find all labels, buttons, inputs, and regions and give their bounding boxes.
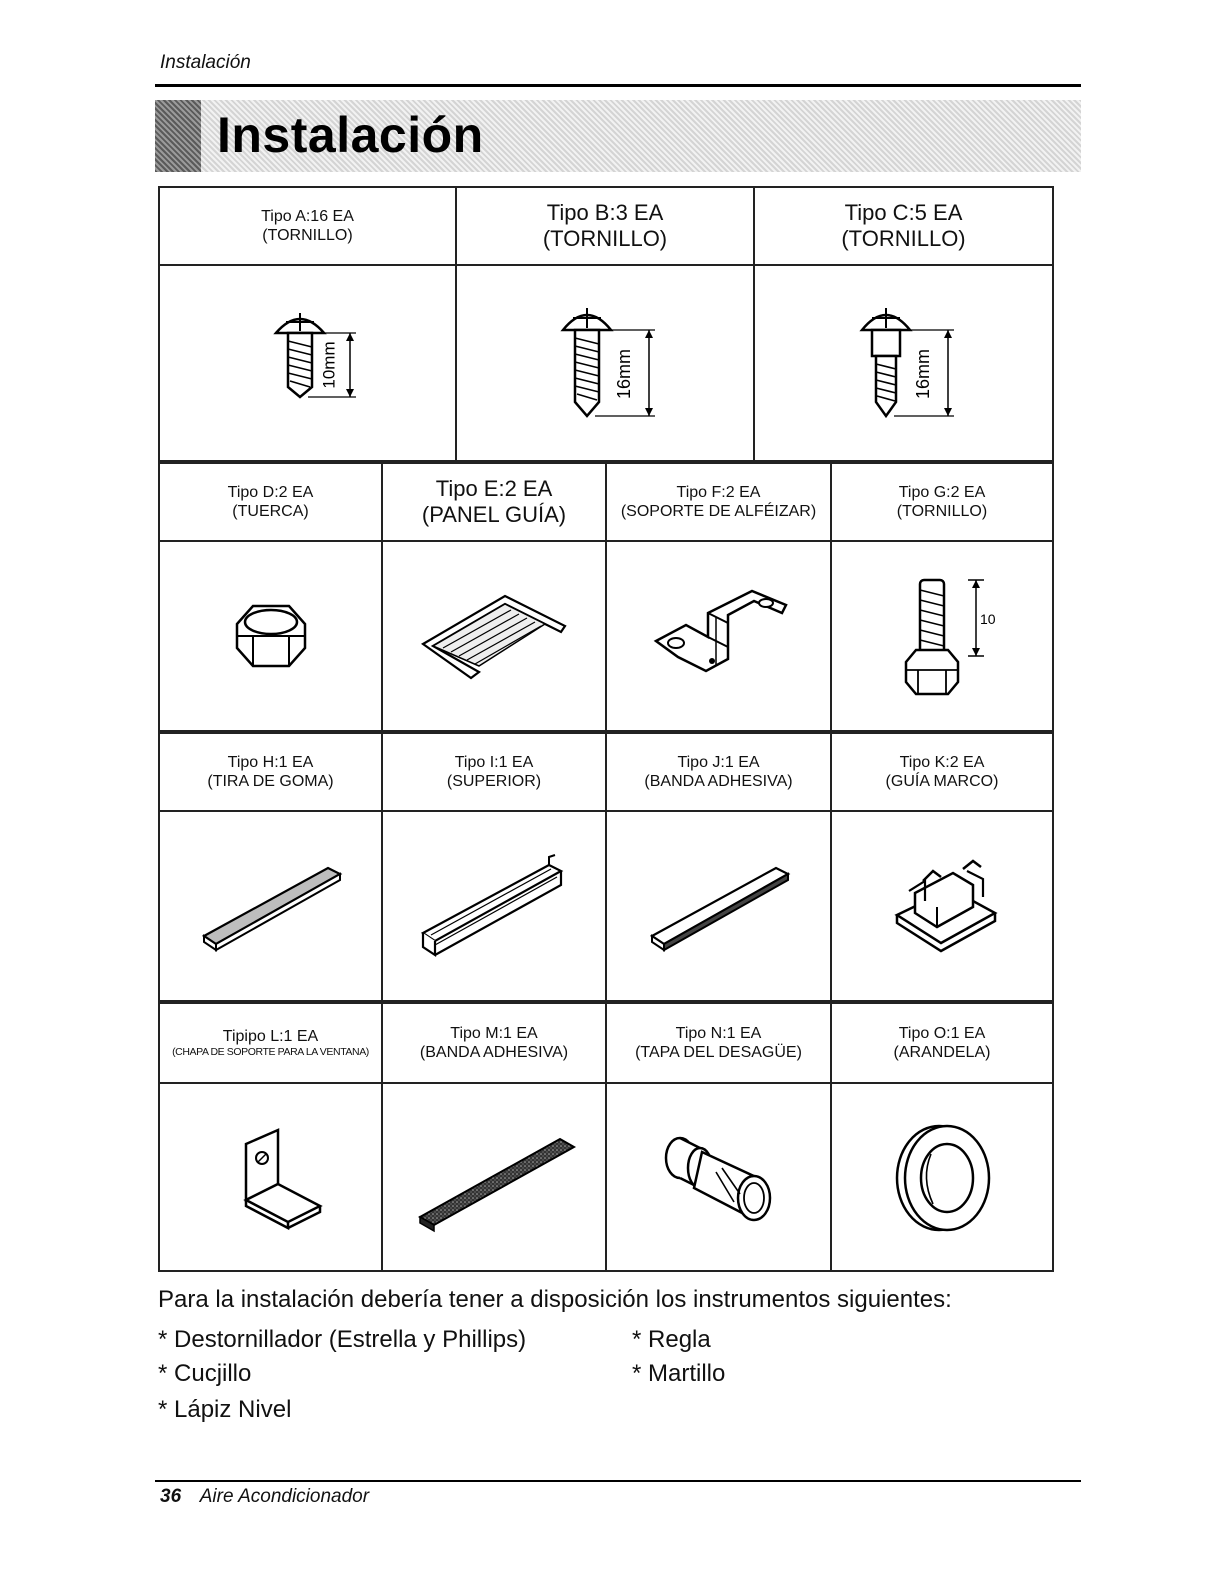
part-g-image [832,542,1052,730]
part-h-image [160,812,383,1000]
part-name: Tipo M:1 EA [450,1024,538,1042]
part-desc: (PANEL GUÍA) [421,502,567,527]
part-h-label [160,734,383,810]
part-desc: (TORNILLO) [841,226,966,251]
hex-bolt-icon [872,566,1012,706]
part-j-label [607,734,832,810]
part-g-label [832,464,1052,540]
tool-item: * Lápiz Nivel [158,1396,292,1423]
part-e-image [383,542,607,730]
part-m-image [383,1084,607,1270]
part-desc: (SUPERIOR) [446,773,542,790]
running-header: Instalación [160,52,251,73]
part-f-label [607,464,832,540]
part-e-label [383,464,607,540]
part-name: Tipo E:2 EA [435,475,553,501]
dimension-label: 10 [980,611,996,627]
part-i-image [383,812,607,1000]
part-a-image [160,266,457,460]
part-o-image [832,1084,1052,1270]
footer-rule [155,1480,1081,1482]
part-l-label [160,1004,383,1082]
sill-bracket-icon [634,581,804,691]
part-desc: (TIRA DE GOMA) [207,773,334,790]
part-d-image [160,542,383,730]
part-name: Tipo C:5 EA [844,199,963,225]
part-name: Tipo D:2 EA [227,483,314,501]
part-name: Tipo J:1 EA [677,753,760,771]
part-b-label [457,188,755,264]
footer-title: Aire Acondicionador [199,1486,370,1507]
part-name: Tipo G:2 EA [898,483,986,501]
frame-guide-icon [867,851,1017,961]
guide-panel-icon [409,586,579,686]
parts-table-row-3 [158,732,1054,1002]
parts-table-row-2 [158,462,1054,732]
part-name: Tipo B:3 EA [546,199,664,225]
window-bracket-icon [206,1122,336,1232]
part-desc: (CHAPA DE SOPORTE PARA LA VENTANA) [172,1046,369,1059]
parts-table-row-4 [158,1002,1054,1272]
part-desc: (TORNILLO) [542,226,668,251]
part-desc: (SOPORTE DE ALFÉIZAR) [620,503,817,520]
page-footer [160,1486,369,1508]
part-name: Tipo K:2 EA [899,753,985,771]
part-n-image [607,1084,832,1270]
part-o-label [832,1004,1052,1082]
dimension-label: 10mm [318,341,338,389]
banner-block [155,100,201,172]
part-c-label [755,188,1052,264]
part-name: Tipo I:1 EA [454,753,534,771]
dimension-label: 16mm [613,348,634,400]
tool-item: * Martillo [632,1360,726,1387]
part-name: Tipo H:1 EA [227,753,314,771]
header-rule [155,84,1081,87]
part-desc: (BANDA ADHESIVA) [419,1044,569,1061]
part-name: Tipo F:2 EA [676,483,761,501]
dimension-label: 16mm [912,348,933,400]
part-name: Tipo O:1 EA [898,1024,986,1042]
tool-item: * Destornillador (Estrella y Phillips) [158,1326,527,1353]
rubber-strip-icon [186,856,356,956]
part-m-label [383,1004,607,1082]
tools-intro: Para la instalación debería tener a disposición los instrumentos siguientes: [158,1286,952,1313]
screw-16mm-icon [535,298,675,428]
tool-item: * Regla [632,1326,711,1353]
drain-cap-icon [644,1122,794,1232]
part-desc: (TORNILLO) [896,503,988,520]
part-desc: (TUERCA) [232,503,309,520]
part-l-image [160,1084,383,1270]
part-name: Tipo A:16 EA [261,207,354,225]
part-i-label [383,734,607,810]
part-a-label [160,188,457,264]
foam-band-icon [404,1117,584,1237]
part-k-image [832,812,1052,1000]
washer-icon [877,1112,1007,1242]
adhesive-band-icon [634,856,804,956]
part-j-image [607,812,832,1000]
part-b-image [457,266,755,460]
part-f-image [607,542,832,730]
part-name: Tipo N:1 EA [675,1024,762,1042]
tool-item: * Cucjillo [158,1360,252,1387]
part-name: Tipipo L:1 EA [222,1028,319,1046]
parts-table-row-1 [158,186,1054,462]
part-d-label [160,464,383,540]
section-title: Instalación [217,107,484,163]
hex-nut-icon [201,586,341,686]
part-desc: (TORNILLO) [262,227,353,244]
page-number: 36 [160,1486,182,1507]
top-channel-icon [409,851,579,961]
part-desc: (GUÍA MARCO) [885,773,999,790]
part-n-label [607,1004,832,1082]
screw-10mm-icon [238,303,378,423]
section-banner [155,100,1081,172]
shoulder-screw-16mm-icon [834,298,974,428]
part-desc: (BANDA ADHESIVA) [644,773,793,790]
part-desc: (ARANDELA) [893,1044,991,1061]
part-k-label [832,734,1052,810]
part-c-image [755,266,1052,460]
part-desc: (TAPA DEL DESAGÜE) [635,1044,802,1061]
